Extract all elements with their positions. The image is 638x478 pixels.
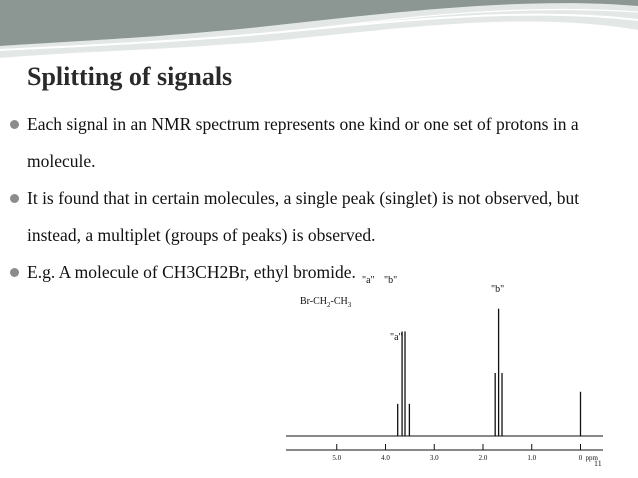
formula-part: Br-CH: [300, 296, 328, 307]
page-number: 11: [594, 459, 602, 468]
bullet-text: Each signal in an NMR spectrum represents one kind or one set of protons in a molecule.: [27, 114, 579, 171]
nmr-spectrum: [278, 272, 623, 472]
bullet-text: E.g. A molecule of CH3CH2Br, ethyl bromide.: [27, 262, 356, 282]
molecule-formula: [300, 296, 352, 309]
formula-part: -CH: [330, 296, 348, 307]
axis-tick-label: 2.0: [478, 454, 488, 462]
axis-tick-label: 0: [578, 454, 583, 462]
bullet-dot-icon: [10, 120, 19, 129]
peak-label-a: "a": [390, 332, 403, 343]
bullet-item: [10, 180, 625, 254]
formula-subscript: 3: [347, 301, 352, 309]
slide-title: Splitting of signals: [27, 62, 233, 91]
bullet-text: It is found that in certain molecules, a single peak (singlet) is not observed, but instead, a multiplet (groups of peaks) is observed.: [27, 188, 580, 245]
molecule-label-b: "b": [384, 275, 398, 286]
bullet-list: [10, 106, 625, 291]
axis-unit-label: ppm: [585, 454, 598, 462]
bullet-dot-icon: [10, 268, 19, 277]
formula-subscript: 2: [327, 301, 331, 309]
peak-label-b: "b": [491, 284, 505, 295]
bullet-item: [10, 106, 625, 180]
axis-tick-label: 1.0: [527, 454, 537, 462]
molecule-label-a: "a": [362, 275, 375, 286]
axis-tick-label: 5.0: [332, 454, 342, 462]
axis-tick-label: 4.0: [381, 454, 390, 462]
header-banner: [0, 0, 638, 70]
axis-tick-label: 3.0: [429, 454, 439, 462]
axis-ticks: [332, 444, 582, 462]
spectrum-peaks: [398, 309, 581, 436]
bullet-dot-icon: [10, 194, 19, 203]
